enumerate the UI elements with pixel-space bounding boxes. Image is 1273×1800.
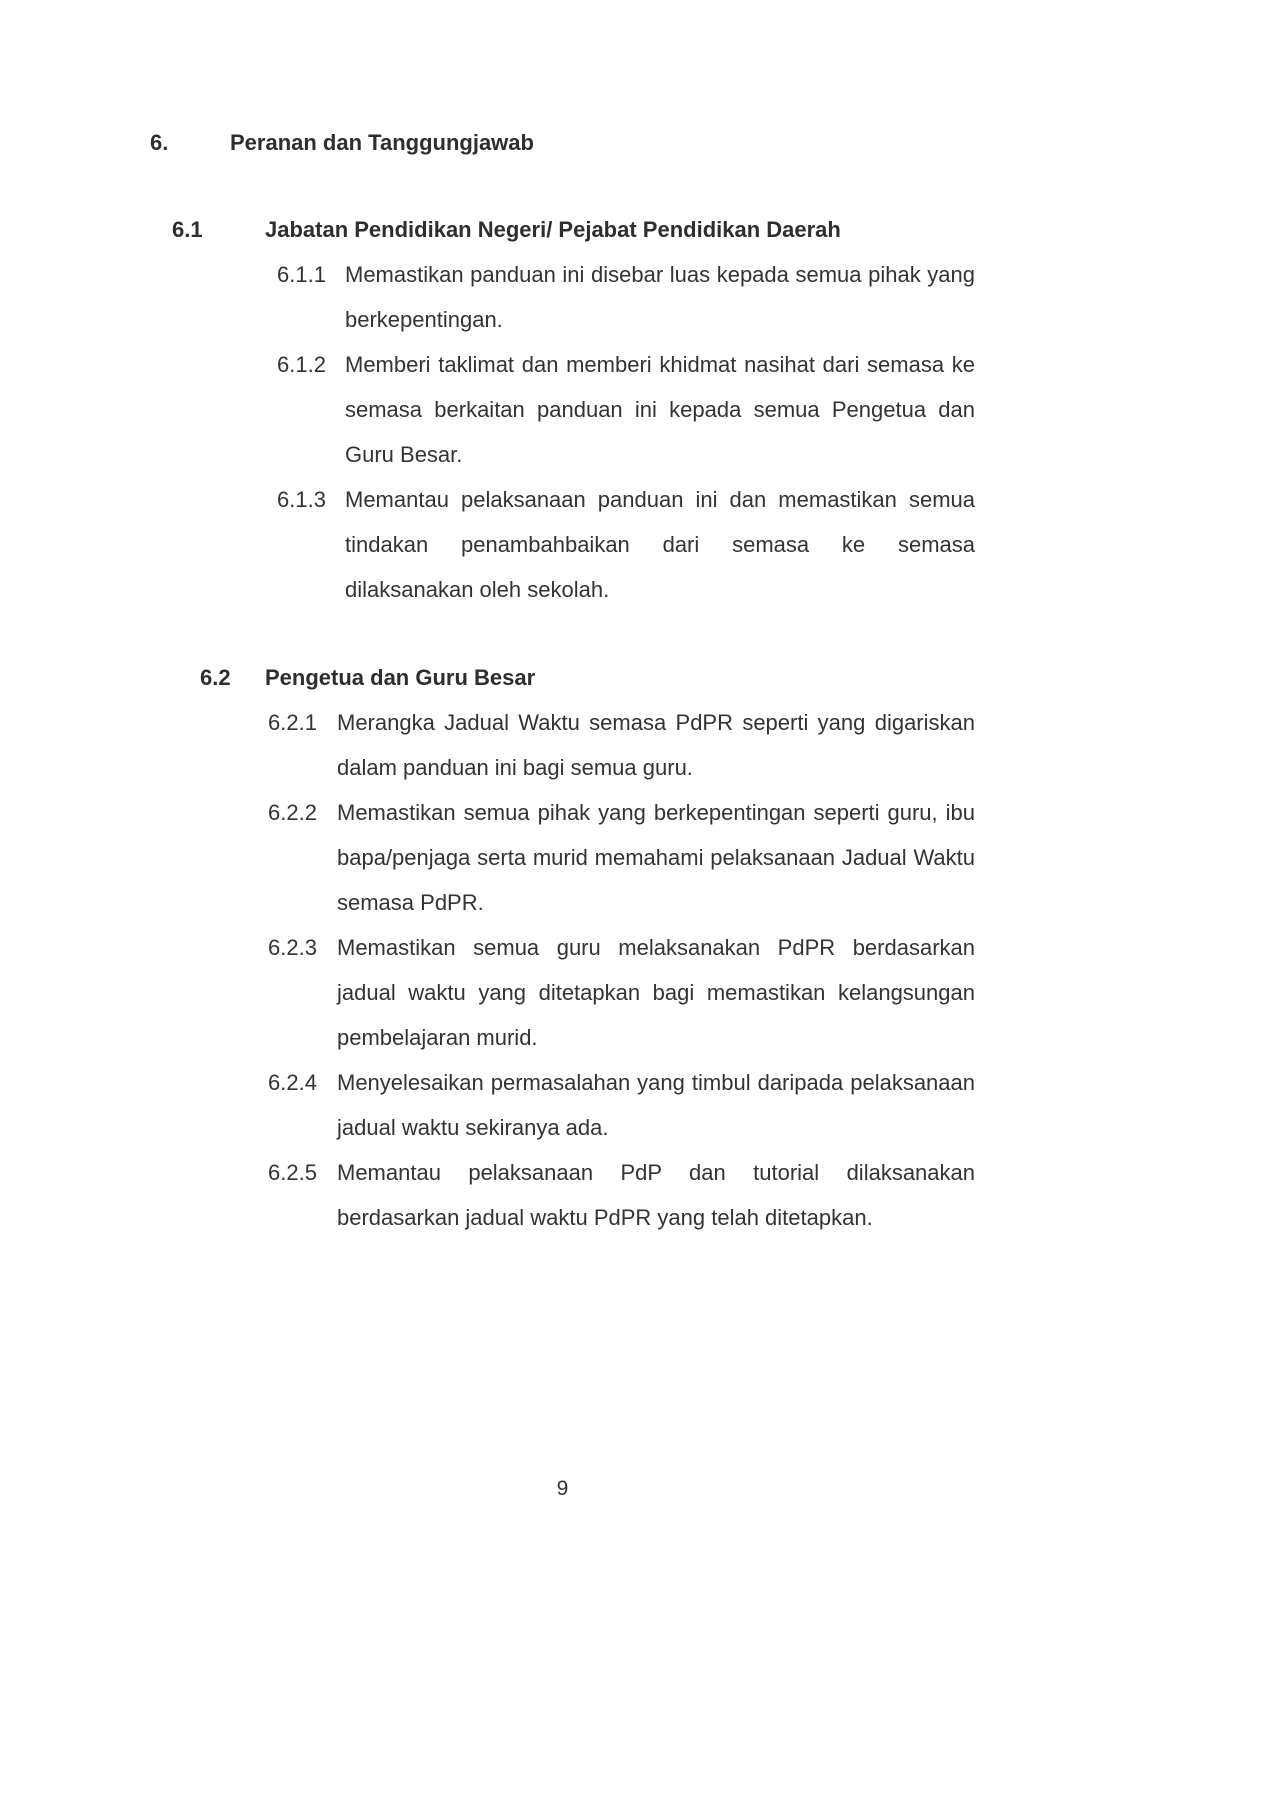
clause-number: 6.1.2 — [277, 352, 326, 377]
heading-title: Peranan dan Tanggungjawab — [230, 130, 534, 155]
clause-number: 6.2.4 — [268, 1070, 317, 1095]
clause-number: 6.2.1 — [268, 710, 317, 735]
clause-6-2-4 — [150, 1060, 975, 1150]
clause-6-1-2 — [150, 342, 975, 477]
section-title-text: Jabatan Pendidikan Negeri/ Pejabat Pendidikan Daerah — [265, 217, 841, 242]
clause-text: Memastikan semua guru melaksanakan PdPR berdasarkan jadual waktu yang ditetapkan bagi memastikan kelangsungan pembelajaran murid. — [337, 935, 975, 1050]
clause-text: Menyelesaikan permasalahan yang timbul daripada pelaksanaan jadual waktu sekiranya ada. — [337, 1070, 975, 1140]
clause-text: Memastikan semua pihak yang berkepentingan seperti guru, ibu bapa/penjaga serta murid memahami pelaksanaan Jadual Waktu semasa PdPR. — [337, 800, 975, 915]
section-title-text: Pengetua dan Guru Besar — [265, 665, 536, 690]
section-title — [150, 655, 975, 700]
clause-text: Memberi taklimat dan memberi khidmat nasihat dari semasa ke semasa berkaitan panduan ini kepada semua Pengetua dan Guru Besar. — [345, 352, 975, 467]
clause-number: 6.1.3 — [277, 487, 326, 512]
page-number: 9 — [556, 1477, 569, 1500]
clause-text: Memantau pelaksanaan panduan ini dan memastikan semua tindakan penambahbaikan dari semasa ke semasa dilaksanakan oleh sekolah. — [345, 487, 975, 602]
clause-6-2-5 — [150, 1150, 975, 1240]
clause-number: 6.1.1 — [277, 262, 326, 287]
clause-6-1-3 — [150, 477, 975, 612]
clause-6-2-3 — [150, 925, 975, 1060]
clause-6-1-1 — [150, 252, 975, 342]
clause-number: 6.2.5 — [268, 1160, 317, 1185]
clause-number: 6.2.2 — [268, 800, 317, 825]
section-6-2 — [150, 655, 975, 1240]
clause-6-2-1 — [150, 700, 975, 790]
clause-6-2-2 — [150, 790, 975, 925]
section-number: 6.2 — [200, 665, 231, 690]
clause-text: Memantau pelaksanaan PdP dan tutorial dilaksanakan berdasarkan jadual waktu PdPR yang telah ditetapkan. — [337, 1160, 975, 1230]
clause-text: Merangka Jadual Waktu semasa PdPR seperti yang digariskan dalam panduan ini bagi semua guru. — [337, 710, 975, 780]
section-number: 6.1 — [172, 217, 203, 242]
section-title — [150, 207, 975, 252]
clause-text: Memastikan panduan ini disebar luas kepada semua pihak yang berkepentingan. — [345, 262, 975, 332]
page-heading — [150, 120, 975, 165]
section-6-1 — [150, 207, 975, 612]
heading-number: 6. — [150, 130, 169, 155]
clause-number: 6.2.3 — [268, 935, 317, 960]
